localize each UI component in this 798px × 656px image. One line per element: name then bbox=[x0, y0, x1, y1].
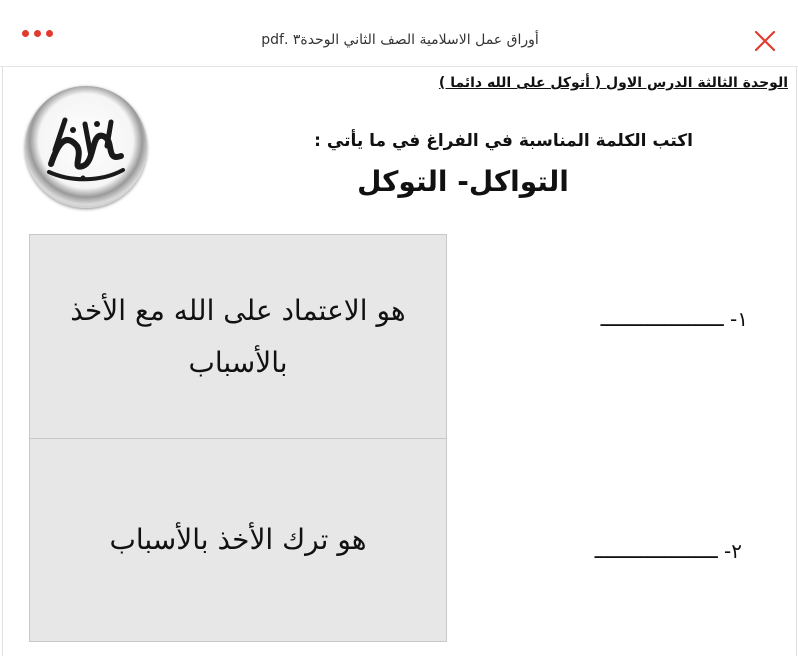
definition-1: هو الاعتماد على الله مع الأخذ بالأسباب bbox=[30, 235, 446, 439]
close-icon[interactable] bbox=[752, 28, 778, 54]
answer-blank-1: ١- ـــــــــــــــــــــ bbox=[600, 307, 748, 331]
viewer-toolbar bbox=[0, 0, 798, 67]
document-title: أوراق عمل الاسلامية الصف الثاني الوحدة٣ .pdf bbox=[261, 32, 539, 48]
word-options: التواكل- التوكل bbox=[357, 165, 569, 198]
school-seal-logo bbox=[25, 86, 147, 208]
pdf-page bbox=[2, 67, 797, 656]
unit-heading: الوحدة الثالثة الدرس الاول ( أتوكل على الله دائما ) bbox=[438, 75, 788, 91]
more-dots-icon[interactable] bbox=[22, 30, 54, 40]
instruction-text: اكتب الكلمة المناسبة في الفراغ في ما يأتي : bbox=[314, 131, 693, 151]
definition-2: هو ترك الأخذ بالأسباب bbox=[109, 523, 367, 556]
definitions-table bbox=[29, 234, 447, 642]
answer-blank-2: ٢- ـــــــــــــــــــــ bbox=[594, 539, 742, 563]
